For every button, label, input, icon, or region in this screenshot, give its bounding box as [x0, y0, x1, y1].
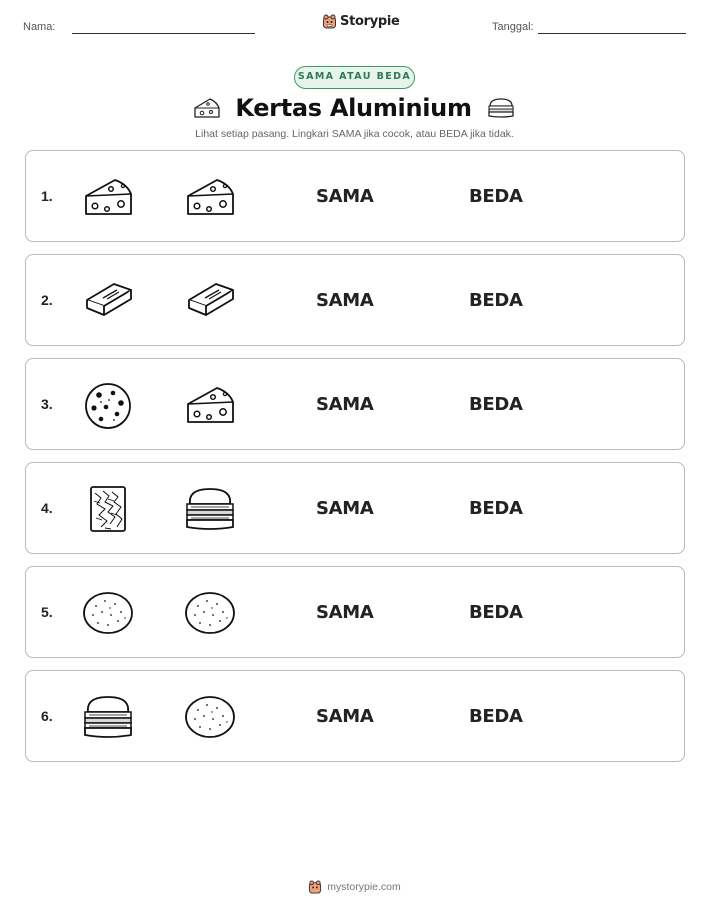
cheese-icon — [81, 172, 135, 222]
item-number: 1. — [41, 188, 53, 204]
cheese-icon — [183, 380, 237, 430]
same-option[interactable]: SAMA — [316, 394, 374, 415]
storypie-mascot-icon — [322, 13, 337, 30]
activity-badge: SAMA ATAU BEDA — [294, 66, 415, 89]
different-option[interactable]: BEDA — [469, 186, 523, 207]
same-option[interactable]: SAMA — [316, 706, 374, 727]
name-label: Nama: — [23, 21, 56, 33]
item-number: 5. — [41, 604, 53, 620]
page-title: Kertas Aluminium — [235, 94, 472, 122]
sandwich-icon — [183, 484, 237, 534]
cheese-icon — [183, 172, 237, 222]
tortilla-icon — [183, 588, 237, 638]
same-option[interactable]: SAMA — [316, 186, 374, 207]
item-number: 3. — [41, 396, 53, 412]
tortilla-icon — [183, 692, 237, 742]
item-number: 2. — [41, 292, 53, 308]
cookie-icon — [81, 380, 135, 430]
exercise-card — [25, 358, 685, 450]
tortilla-icon — [81, 588, 135, 638]
different-option[interactable]: BEDA — [469, 602, 523, 623]
exercise-card — [25, 566, 685, 658]
exercise-card — [25, 670, 685, 762]
sandwich-icon — [81, 692, 135, 742]
date-label: Tanggal: — [492, 21, 534, 33]
same-option[interactable]: SAMA — [316, 498, 374, 519]
footer — [0, 879, 709, 895]
name-line[interactable] — [72, 33, 255, 34]
footer-url: mystorypie.com — [327, 881, 401, 893]
butter-icon — [183, 276, 237, 326]
title-row — [0, 92, 709, 124]
item-number: 6. — [41, 708, 53, 724]
exercise-card — [25, 462, 685, 554]
same-option[interactable]: SAMA — [316, 602, 374, 623]
different-option[interactable]: BEDA — [469, 706, 523, 727]
cheese-icon — [193, 96, 221, 120]
item-number: 4. — [41, 500, 53, 516]
butter-icon — [81, 276, 135, 326]
sandwich-icon — [486, 96, 516, 120]
different-option[interactable]: BEDA — [469, 290, 523, 311]
exercise-card — [25, 150, 685, 242]
same-option[interactable]: SAMA — [316, 290, 374, 311]
brand-name: Storypie — [340, 14, 400, 29]
storypie-mascot-icon — [308, 879, 322, 895]
instructions: Lihat setiap pasang. Lingkari SAMA jika cocok, atau BEDA jika tidak. — [195, 128, 514, 140]
date-line[interactable] — [538, 33, 686, 34]
different-option[interactable]: BEDA — [469, 394, 523, 415]
foil-sheet-icon — [81, 484, 135, 534]
different-option[interactable]: BEDA — [469, 498, 523, 519]
brand-logo — [322, 13, 400, 30]
exercise-card — [25, 254, 685, 346]
